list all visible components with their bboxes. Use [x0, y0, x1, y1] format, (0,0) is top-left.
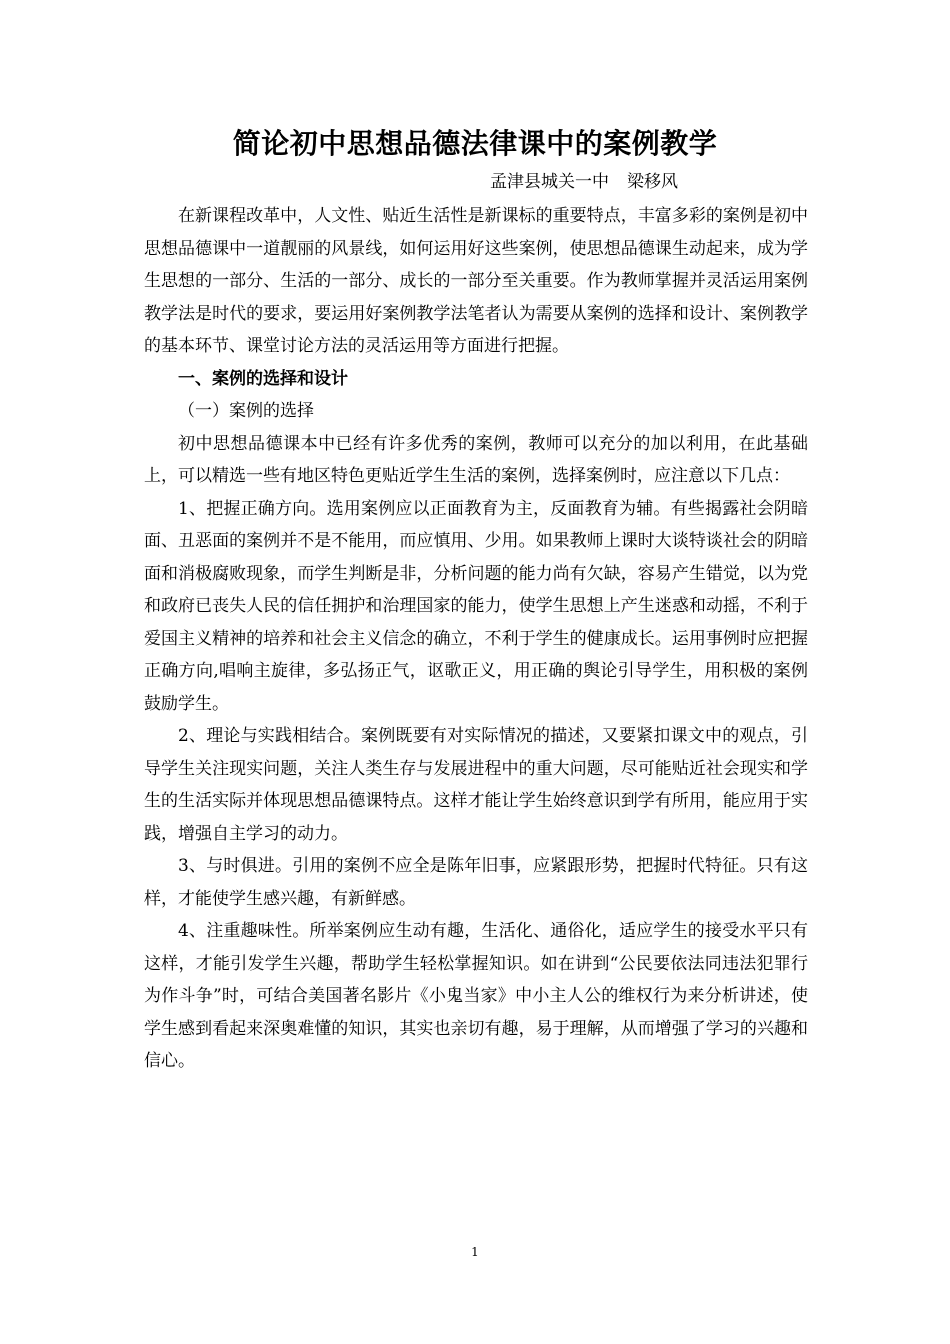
author-school: 孟津县城关一中 — [490, 172, 609, 192]
page-number: 1 — [471, 1245, 479, 1259]
document-body — [144, 200, 808, 1078]
author-line — [490, 170, 810, 194]
body-paragraph: 初中思想品德课本中已经有许多优秀的案例，教师可以充分的加以利用，在此基础上，可以精选一些有地区特色更贴近学生生活的案例，选择案例时，应注意以下几点： — [144, 433, 808, 486]
section-heading: 一、案例的选择和设计 — [178, 368, 348, 389]
document-title: 简论初中思想品德法律课中的案例教学 — [232, 127, 718, 160]
subsection-heading: （一）案例的选择 — [178, 401, 314, 421]
list-item-paragraph: 2、理论与实践相结合。案例既要有对实际情况的描述，又要紧扣课文中的观点，引导学生关注现实问题，关注人类生存与发展进程中的重大问题，尽可能贴近社会现实和学生的生活实际并体现思想品德课特点。这样才能让学生始终意识到学有所用，能应用于实践，增强自主学习的动力。 — [144, 726, 808, 844]
list-item-paragraph: 3、与时俱进。引用的案例不应全是陈年旧事，应紧跟形势，把握时代特征。只有这样，才能使学生感兴趣，有新鲜感。 — [144, 856, 808, 909]
intro-paragraph: 在新课程改革中，人文性、贴近生活性是新课标的重要特点，丰富多彩的案例是初中思想品德课中一道靓丽的风景线，如何运用好这些案例，使思想品德课生动起来，成为学生思想的一部分、生活的一部分、成长的一部分至关重要。作为教师掌握并灵活运用案例教学法是时代的要求，要运用好案例教学法笔者认为需要从案例的选择和设计、案例教学的基本环节、课堂讨论方法的灵活运用等方面进行把握。 — [144, 206, 808, 356]
list-item-paragraph: 4、注重趣味性。所举案例应生动有趣，生活化、通俗化，适应学生的接受水平只有这样，才能引发学生兴趣，帮助学生轻松掌握知识。如在讲到“公民要依法同违法犯罪行为作斗争”时，可结合美国著名影片《小鬼当家》中小主人公的维权行为来分析讲述，使学生感到看起来深奥难懂的知识，其实也亲切有趣，易于理解，从而增强了学习的兴趣和信心。 — [144, 921, 808, 1071]
list-item-paragraph: 1、把握正确方向。选用案例应以正面教育为主，反面教育为辅。有些揭露社会阴暗面、丑恶面的案例并不是不能用，而应慎用、少用。如果教师上课时大谈特谈社会的阴暗面和消极腐败现象，而学生判断是非，分析问题的能力尚有欠缺，容易产生错觉，以为党和政府已丧失人民的信任拥护和治理国家的能力，使学生思想上产生迷惑和动摇，不利于爱国主义精神的培养和社会主义信念的确立，不利于学生的健康成长。运用事例时应把握正确方向,唱响主旋律，多弘扬正气，讴歌正义，用正确的舆论引导学生，用积极的案例鼓励学生。 — [144, 498, 808, 714]
author-name: 梁移风 — [627, 172, 678, 192]
